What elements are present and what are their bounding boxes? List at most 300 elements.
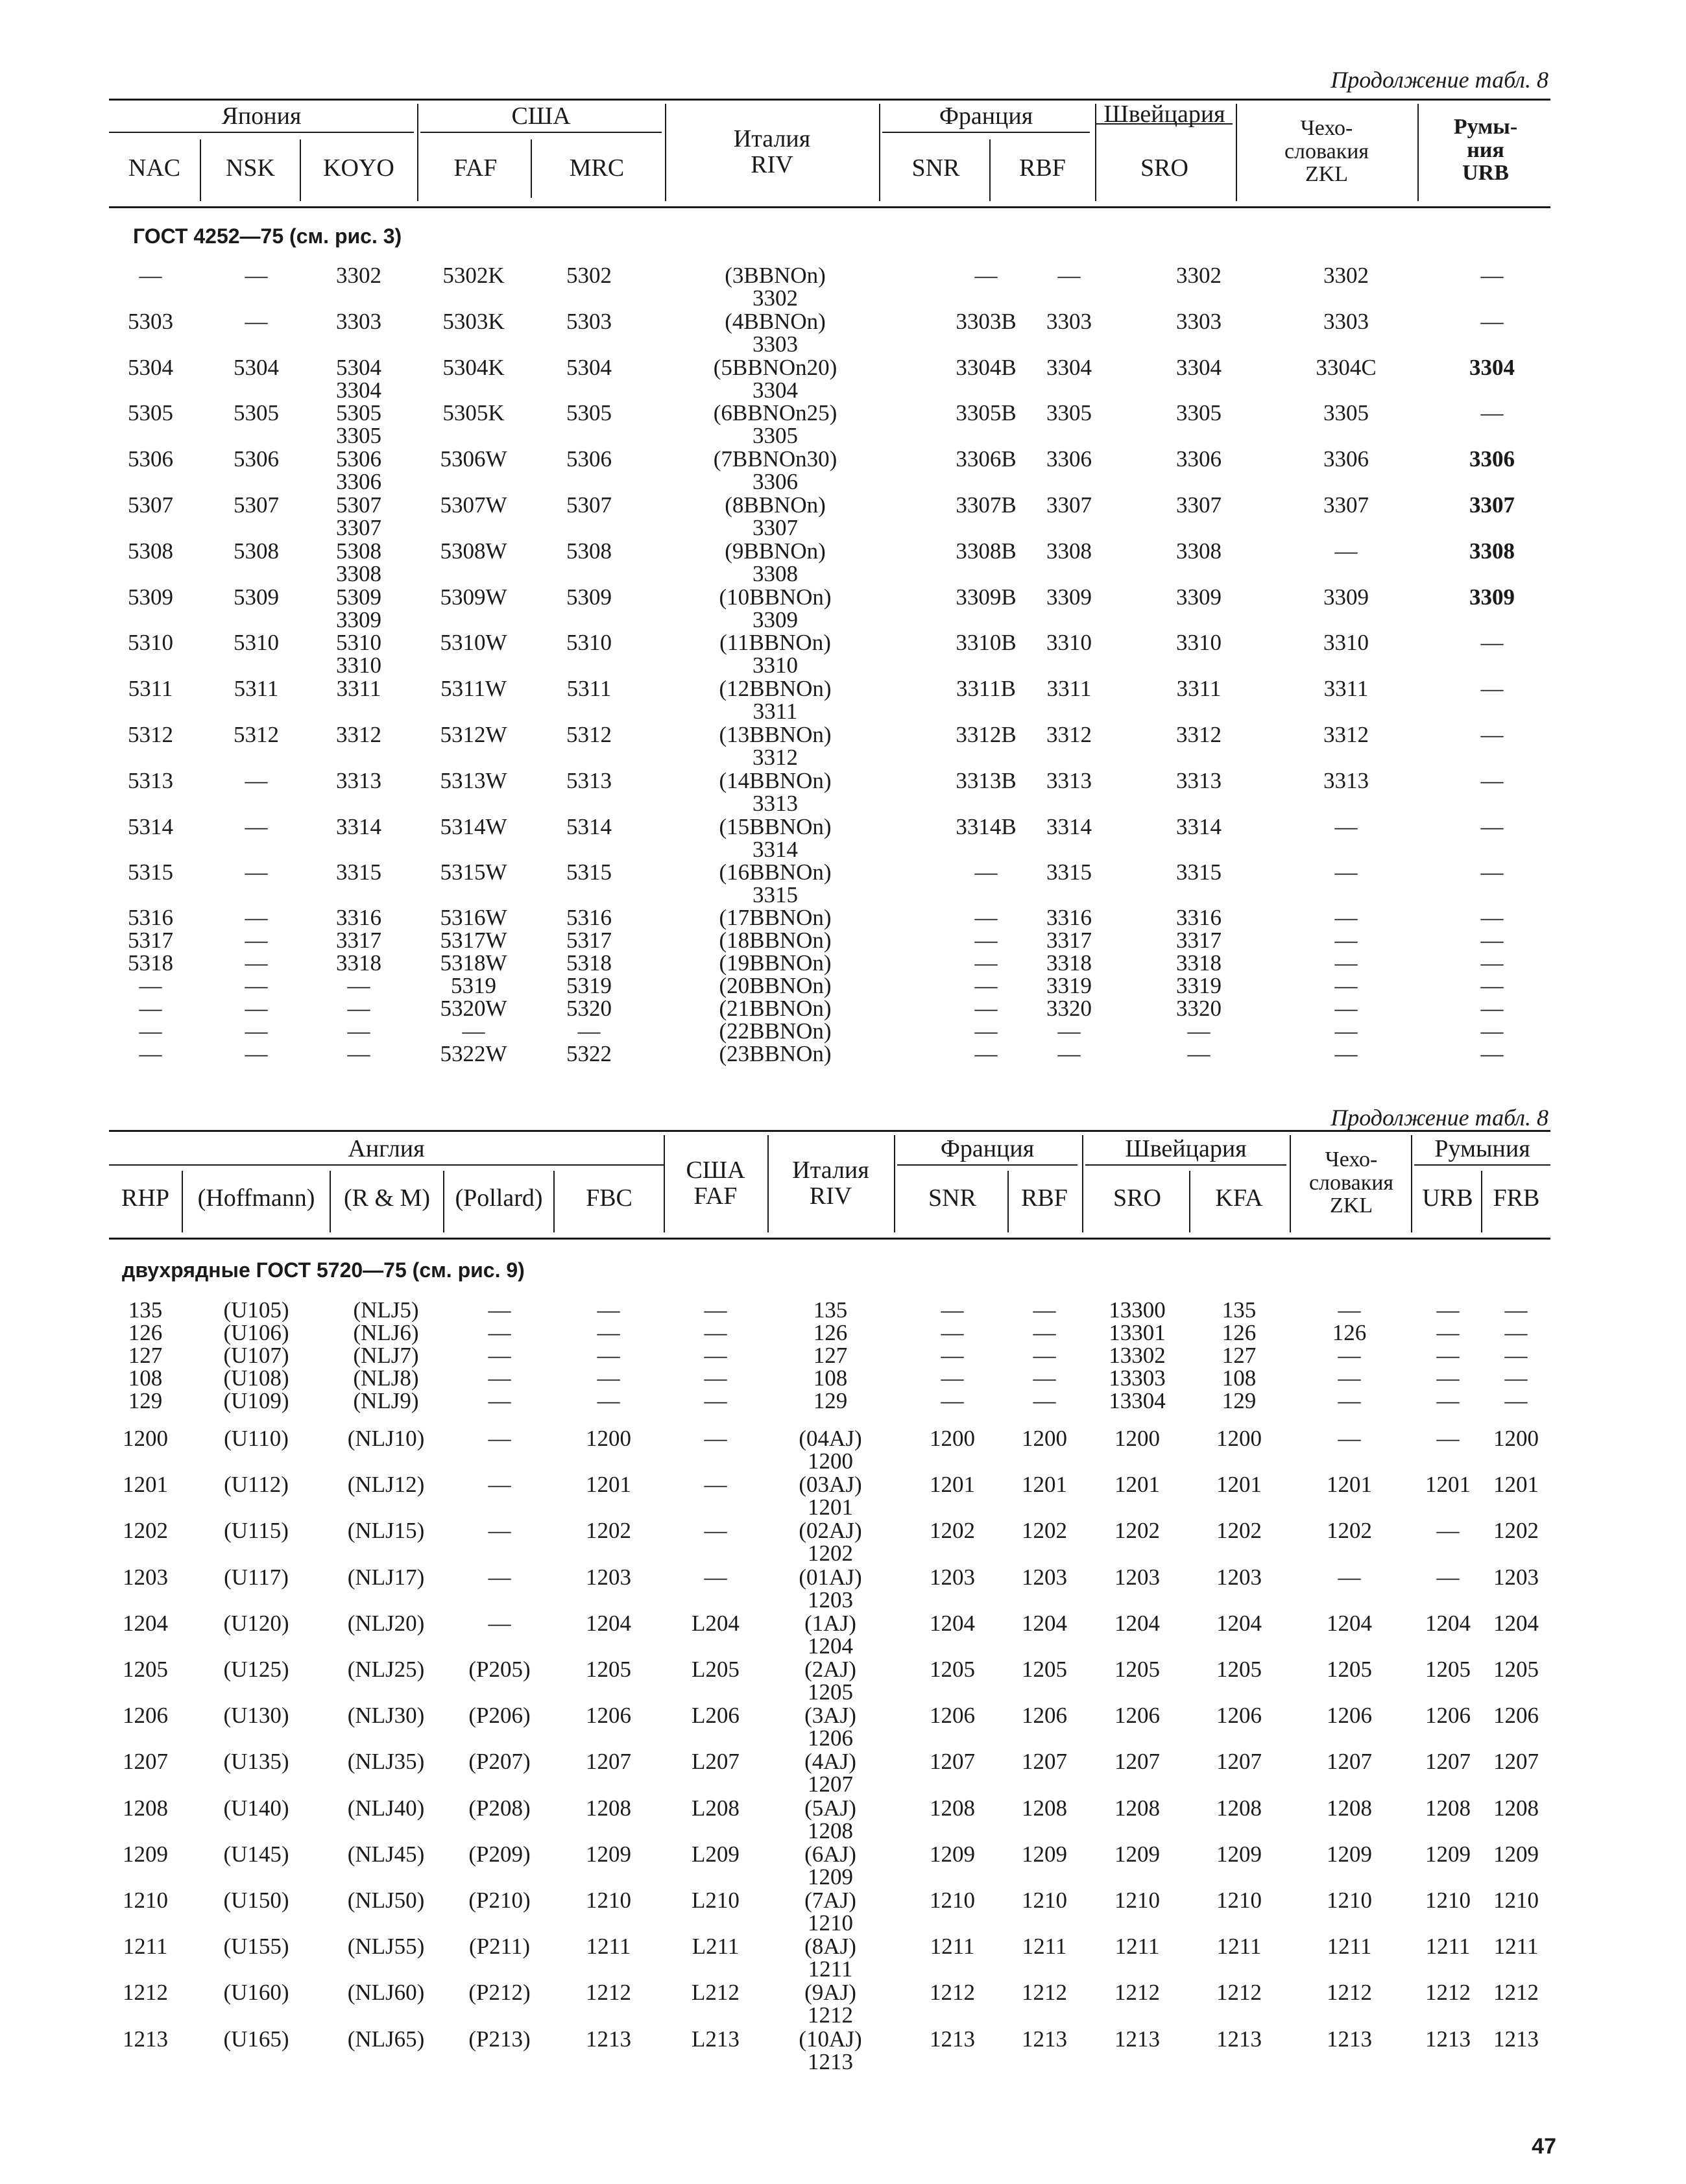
table-cell: — (1480, 996, 1504, 1021)
table-cell: 3310 (1046, 630, 1092, 656)
table-cell: 1201 (1425, 1472, 1471, 1498)
table-cell: 5311W (440, 676, 507, 702)
table-cell: 3307 (1046, 492, 1092, 518)
table-cell: 5307 (234, 492, 279, 518)
table-cell: — (1057, 263, 1081, 288)
table-cell: (NLJ60) (347, 1980, 425, 2006)
table-cell: 5315 (128, 859, 173, 885)
table-cell: 127 (128, 1343, 163, 1368)
table-cell: 1204 (1493, 1610, 1539, 1636)
table-cell: (NLJ15) (347, 1518, 425, 1544)
table-cell: 3309B (956, 584, 1017, 610)
sep (894, 1135, 895, 1232)
table-cell: — (1338, 1297, 1361, 1323)
table-cell: 1210 (1425, 1888, 1471, 1913)
table-cell: (U160) (223, 1980, 289, 2006)
table-cell: — (974, 996, 998, 1021)
table-cell: L213 (692, 2026, 740, 2052)
sep (1417, 104, 1419, 201)
table-cell: 3307 (1176, 492, 1222, 518)
table-row (0, 950, 1686, 974)
table-row (0, 1018, 1686, 1042)
table-row (0, 1841, 1686, 1890)
koyo-subvalue: 3306 (336, 469, 381, 495)
table-cell: 1202 (930, 1518, 975, 1544)
hdr-france: Франция (939, 102, 1033, 130)
table-cell: 5312 (234, 722, 279, 747)
table-row (0, 905, 1686, 928)
table-row (0, 1365, 1686, 1389)
table-cell: 1200 (1493, 1426, 1539, 1451)
table-cell: 3304C (1316, 354, 1377, 380)
table-cell: — (1436, 1388, 1460, 1413)
table-cell: (NLJ40) (347, 1795, 425, 1821)
table-cell: 126 (1332, 1320, 1367, 1345)
table-cell: 1206 (1327, 1703, 1372, 1729)
table-cell: 1200 (1216, 1426, 1262, 1451)
table-cell: L207 (692, 1749, 740, 1775)
table-cell: 3315 (336, 859, 381, 885)
table-cell: (U130) (223, 1703, 289, 1729)
table-cell: 1210 (1327, 1888, 1372, 1913)
riv-subvalue: 1202 (808, 1541, 853, 1566)
table-cell: — (597, 1320, 620, 1345)
table-cell: 108 (128, 1365, 163, 1391)
table-cell: (1AJ) (804, 1610, 856, 1636)
table-cell: — (1187, 1041, 1210, 1066)
table-cell: 1208 (1114, 1795, 1160, 1821)
table-cell: 5308 (566, 538, 612, 564)
table-cell: 3317 (336, 928, 381, 953)
sep (767, 1135, 769, 1232)
table-cell: 3306 (1469, 446, 1515, 472)
table-cell: (3BBNOn) (725, 263, 826, 288)
table-cell: 1207 (1327, 1749, 1372, 1775)
riv-subvalue: 1210 (808, 1910, 853, 1936)
table-cell: — (245, 996, 268, 1021)
table-cell: 1213 (1425, 2026, 1471, 2052)
koyo-subvalue: 3308 (336, 560, 381, 586)
table-cell: — (1504, 1365, 1528, 1391)
table-cell: (20BBNOn) (719, 973, 832, 998)
table-cell: 1207 (1114, 1749, 1160, 1775)
table-cell: (U155) (223, 1934, 289, 1960)
table-cell: 3318 (1046, 950, 1092, 976)
table-row (0, 1320, 1686, 1343)
table-cell: 1200 (1114, 1426, 1160, 1451)
hdr-nac: NAC (128, 154, 181, 182)
table-cell: 5312W (440, 722, 507, 747)
table-cell: (U106) (223, 1320, 289, 1345)
table-cell: 1201 (1114, 1472, 1160, 1498)
table-cell: 3304B (956, 354, 1017, 380)
table-cell: 1202 (1114, 1518, 1160, 1544)
table-cell: 3306 (1176, 446, 1222, 472)
table-cell: 1206 (586, 1703, 631, 1729)
table-cell: — (1480, 1041, 1504, 1066)
table-cell: 3305 (1176, 400, 1222, 426)
table-cell: 1209 (1022, 1841, 1067, 1867)
table-cell: 3320 (1046, 996, 1092, 1021)
table-cell: (NLJ25) (347, 1657, 425, 1682)
table-cell: — (1480, 400, 1504, 426)
table-cell: 3308 (1176, 538, 1222, 564)
table-cell: (P211) (469, 1934, 530, 1960)
table-cell: — (1504, 1343, 1528, 1368)
koyo-subvalue: 3304 (336, 377, 381, 403)
table-cell: 5317 (566, 928, 612, 953)
table-cell: 1212 (586, 1980, 631, 2006)
riv-subvalue: 1213 (808, 2048, 853, 2074)
table-cell: 1211 (586, 1934, 631, 1960)
table-cell: 135 (1222, 1297, 1257, 1323)
table-cell: — (704, 1343, 727, 1368)
table-cell: 5306 (234, 446, 279, 472)
table-cell: 13300 (1109, 1297, 1166, 1323)
table-cell: 5302 (566, 263, 612, 288)
table-cell: — (974, 950, 998, 976)
table2-header-bottom-rule (109, 1238, 1550, 1240)
table-cell: 1204 (1327, 1610, 1372, 1636)
table-cell: — (704, 1472, 727, 1498)
table-cell: 3303 (1176, 308, 1222, 334)
table-cell: 5308W (440, 538, 507, 564)
romania-underline (1414, 1164, 1550, 1166)
table-cell: — (245, 263, 268, 288)
table-cell: L209 (692, 1841, 740, 1867)
table-cell: (4AJ) (804, 1749, 856, 1775)
table-row (0, 354, 1686, 403)
table-cell: 1209 (123, 1841, 168, 1867)
table-cell: 5310 (128, 630, 173, 656)
hdr-urb: URB (1422, 1184, 1473, 1212)
table-cell: — (1436, 1343, 1460, 1368)
table-cell: (17BBNOn) (719, 905, 832, 930)
table-cell: 1211 (930, 1934, 975, 1960)
table-cell: 1209 (1114, 1841, 1160, 1867)
table-cell: — (1480, 905, 1504, 930)
table-cell: — (1436, 1365, 1460, 1391)
table-cell: 5320W (440, 996, 507, 1021)
table-cell: 1210 (1493, 1888, 1539, 1913)
table-cell: 3302 (336, 263, 381, 288)
table-cell: 3307B (956, 492, 1017, 518)
table-cell: 1205 (1114, 1657, 1160, 1682)
table-cell: 1209 (586, 1841, 631, 1867)
riv-subvalue: 1209 (808, 1864, 853, 1890)
table-cell: 1210 (930, 1888, 975, 1913)
table-cell: 5319 (566, 973, 612, 998)
table-cell: (3AJ) (804, 1703, 856, 1729)
hdr-frb: FRB (1493, 1184, 1540, 1212)
table-row (0, 1343, 1686, 1366)
table-cell: 3304 (1046, 354, 1092, 380)
table-row (0, 1888, 1686, 1936)
table-cell: — (488, 1518, 511, 1544)
table-cell: 1204 (123, 1610, 168, 1636)
table-cell: — (488, 1365, 511, 1391)
table-cell: 1208 (1327, 1795, 1372, 1821)
table-cell: — (488, 1320, 511, 1345)
table-cell: 1213 (1022, 2026, 1067, 2052)
koyo-subvalue: 3307 (336, 515, 381, 540)
table-cell: — (1480, 973, 1504, 998)
table-cell: (U115) (224, 1518, 289, 1544)
table-cell: 5305 (128, 400, 173, 426)
table-cell: — (245, 1041, 268, 1066)
table-row (0, 1703, 1686, 1751)
table-cell: 1211 (1327, 1934, 1372, 1960)
koyo-subvalue: 3305 (336, 423, 381, 449)
table-cell: 3306 (1046, 446, 1092, 472)
table-cell: — (974, 859, 998, 885)
table-row (0, 400, 1686, 449)
table-row (0, 584, 1686, 632)
table-cell: 1209 (1216, 1841, 1262, 1867)
table-row (0, 1472, 1686, 1520)
table-cell: — (597, 1388, 620, 1413)
table-cell: 3308B (956, 538, 1017, 564)
table-cell: — (1480, 308, 1504, 334)
table-cell: 5309W (440, 584, 507, 610)
table-cell: (01AJ) (799, 1564, 862, 1590)
riv-subvalue: 3315 (753, 882, 798, 908)
table-cell: 5318 (128, 950, 173, 976)
table-cell: 127 (813, 1343, 848, 1368)
table-cell: 5307 (128, 492, 173, 518)
hdr-sro-2: SRO (1113, 1184, 1161, 1212)
riv-subvalue: 3308 (753, 560, 798, 586)
table-cell: (04AJ) (799, 1426, 862, 1451)
table-cell: 1213 (1327, 2026, 1372, 2052)
table-cell: 1206 (1022, 1703, 1067, 1729)
table-row (0, 492, 1686, 540)
koyo-subvalue: 3310 (336, 653, 381, 678)
table-cell: 1212 (1493, 1980, 1539, 2006)
table-cell: — (347, 973, 370, 998)
table-row (0, 1934, 1686, 1982)
table-cell: 1211 (123, 1934, 168, 1960)
riv-subvalue: 1205 (808, 1679, 853, 1705)
table-cell: 5310W (440, 630, 507, 656)
table-cell: — (1334, 996, 1358, 1021)
table-cell: 1210 (1114, 1888, 1160, 1913)
table-cell: 5304 (336, 354, 381, 380)
table-cell: — (245, 928, 268, 953)
table-cell: 5313 (128, 767, 173, 793)
table-cell: — (1480, 722, 1504, 747)
table-cell: 3303 (1046, 308, 1092, 334)
table-cell: L210 (692, 1888, 740, 1913)
table-cell: 1206 (1114, 1703, 1160, 1729)
table-row (0, 859, 1686, 908)
table-cell: (21BBNOn) (719, 996, 832, 1021)
hdr-france-2: Франция (940, 1135, 1035, 1162)
hdr-czech: Чехо- словакия ZKL (1284, 116, 1369, 187)
sep (1236, 104, 1237, 201)
table-cell: — (941, 1297, 964, 1323)
riv-subvalue: 3314 (753, 836, 798, 862)
table-cell: (15BBNOn) (719, 813, 832, 839)
table-cell: 3303 (336, 308, 381, 334)
hdr-switz-2: Швейцария (1125, 1135, 1247, 1162)
table-cell: — (597, 1343, 620, 1368)
hdr-czech-2: Чехо- словакия ZKL (1308, 1147, 1394, 1218)
table-cell: 1203 (1493, 1564, 1539, 1590)
table-cell: 3317 (1046, 928, 1092, 953)
table-cell: 1203 (586, 1564, 631, 1590)
table-cell: 1208 (1493, 1795, 1539, 1821)
table-cell: — (1436, 1320, 1460, 1345)
table-cell: 3308 (1046, 538, 1092, 564)
table-row (0, 308, 1686, 357)
table-cell: — (347, 1018, 370, 1044)
table-row (0, 446, 1686, 495)
table-cell: 1209 (1425, 1841, 1471, 1867)
table-cell: 5311 (128, 676, 173, 702)
table-cell: (NLJ12) (347, 1472, 425, 1498)
table-cell: — (1334, 950, 1358, 976)
switz-underline (1085, 1164, 1286, 1166)
table-cell: — (1334, 905, 1358, 930)
sep (1082, 1135, 1083, 1232)
table-cell: 1200 (1022, 1426, 1067, 1451)
table-cell: — (1338, 1343, 1361, 1368)
table-cell: 3305 (1323, 400, 1369, 426)
table-cell: 1207 (930, 1749, 975, 1775)
table-cell: (U135) (223, 1749, 289, 1775)
table-cell: (U107) (223, 1343, 289, 1368)
table-cell: — (704, 1297, 727, 1323)
table-cell: L211 (692, 1934, 740, 1960)
table-cell: — (1504, 1297, 1528, 1323)
table-cell: (8AJ) (804, 1934, 856, 1960)
table-cell: 3314 (1176, 813, 1222, 839)
table-cell: (8BBNOn) (725, 492, 826, 518)
table-cell: 3315 (1176, 859, 1222, 885)
table-cell: — (1504, 1388, 1528, 1413)
table-cell: (9AJ) (804, 1980, 856, 2006)
riv-subvalue: 1203 (808, 1587, 853, 1613)
table-cell: — (1033, 1343, 1056, 1368)
table-cell: 1213 (123, 2026, 168, 2052)
table-cell: 1205 (1425, 1657, 1471, 1682)
table-cell: 3316 (336, 905, 381, 930)
table-cell: 1203 (930, 1564, 975, 1590)
table-cell: — (1480, 950, 1504, 976)
table-cell: — (1334, 928, 1358, 953)
table-cell: 1202 (1327, 1518, 1372, 1544)
table-cell: 129 (128, 1388, 163, 1413)
table-cell: 5317 (128, 928, 173, 953)
table-cell: (P207) (468, 1749, 531, 1775)
table-cell: (16BBNOn) (719, 859, 832, 885)
table-cell: (4BBNOn) (725, 308, 826, 334)
table-cell: 5306 (336, 446, 381, 472)
table-cell: 135 (813, 1297, 848, 1323)
table-cell: (U109) (223, 1388, 289, 1413)
table-cell: 3315 (1046, 859, 1092, 885)
table-cell: (U165) (223, 2026, 289, 2052)
usa-underline (420, 132, 662, 133)
table-cell: 13304 (1109, 1388, 1166, 1413)
table-cell: 3303B (956, 308, 1017, 334)
table-cell: 5308 (128, 538, 173, 564)
table-cell: 3319 (1046, 973, 1092, 998)
table-cell: 1207 (1022, 1749, 1067, 1775)
hdr-italy: Италия RIV (733, 125, 811, 178)
table-cell: 1208 (1022, 1795, 1067, 1821)
table-cell: — (1334, 1041, 1358, 1066)
table-cell: 3311 (336, 676, 381, 702)
table-row (0, 1426, 1686, 1474)
table-cell: 5304 (566, 354, 612, 380)
table-cell: — (704, 1426, 727, 1451)
table-cell: — (1334, 973, 1358, 998)
table-cell: 3309 (1323, 584, 1369, 610)
table-cell: 3314 (1046, 813, 1092, 839)
table-cell: (U105) (223, 1297, 289, 1323)
table-cell: — (1480, 813, 1504, 839)
table-row (0, 630, 1686, 678)
table-cell: (U145) (223, 1841, 289, 1867)
table-cell: 5316W (440, 905, 507, 930)
riv-subvalue: 1204 (808, 1633, 853, 1659)
table-cell: 1201 (586, 1472, 631, 1498)
table-cell: — (974, 263, 998, 288)
table-cell: — (1504, 1320, 1528, 1345)
hdr-faf: FAF (453, 154, 498, 182)
table-cell: 5309 (128, 584, 173, 610)
sep (664, 1135, 665, 1232)
table-row (0, 1657, 1686, 1705)
table-cell: 5304 (128, 354, 173, 380)
table-cell: (NLJ7) (353, 1343, 419, 1368)
table-cell: — (941, 1365, 964, 1391)
table-cell: 1208 (1216, 1795, 1262, 1821)
riv-subvalue: 3306 (753, 469, 798, 495)
table-cell: 3306B (956, 446, 1017, 472)
table-cell: (9BBNOn) (725, 538, 826, 564)
table-cell: 1212 (1327, 1980, 1372, 2006)
table-row (0, 928, 1686, 951)
table-cell: — (488, 1564, 511, 1590)
table-cell: 5309 (234, 584, 279, 610)
table-cell: (P212) (468, 1980, 531, 2006)
table-cell: 1206 (123, 1703, 168, 1729)
table-cell: 1210 (1022, 1888, 1067, 1913)
table-cell: 1211 (1114, 1934, 1160, 1960)
table-cell: — (245, 905, 268, 930)
riv-subvalue: 1211 (808, 1956, 853, 1982)
hdr-romania: Румы- ния URB (1453, 115, 1518, 186)
table-cell: 1205 (1216, 1657, 1262, 1682)
table-row (0, 1749, 1686, 1797)
table-cell: 1202 (1022, 1518, 1067, 1544)
table-cell: 1207 (1493, 1749, 1539, 1775)
riv-subvalue: 3311 (753, 699, 798, 725)
table-cell: 5302K (442, 263, 505, 288)
table-cell: 1207 (1216, 1749, 1262, 1775)
table-cell: 3309 (1046, 584, 1092, 610)
table-cell: — (1338, 1564, 1361, 1590)
table-cell: — (1436, 1564, 1460, 1590)
table-cell: (P213) (468, 2026, 531, 2052)
hdr-usa-faf: США FAF (686, 1157, 745, 1210)
table-cell: — (1436, 1297, 1460, 1323)
hdr-mrc: MRC (569, 154, 625, 182)
table-cell: 1208 (123, 1795, 168, 1821)
